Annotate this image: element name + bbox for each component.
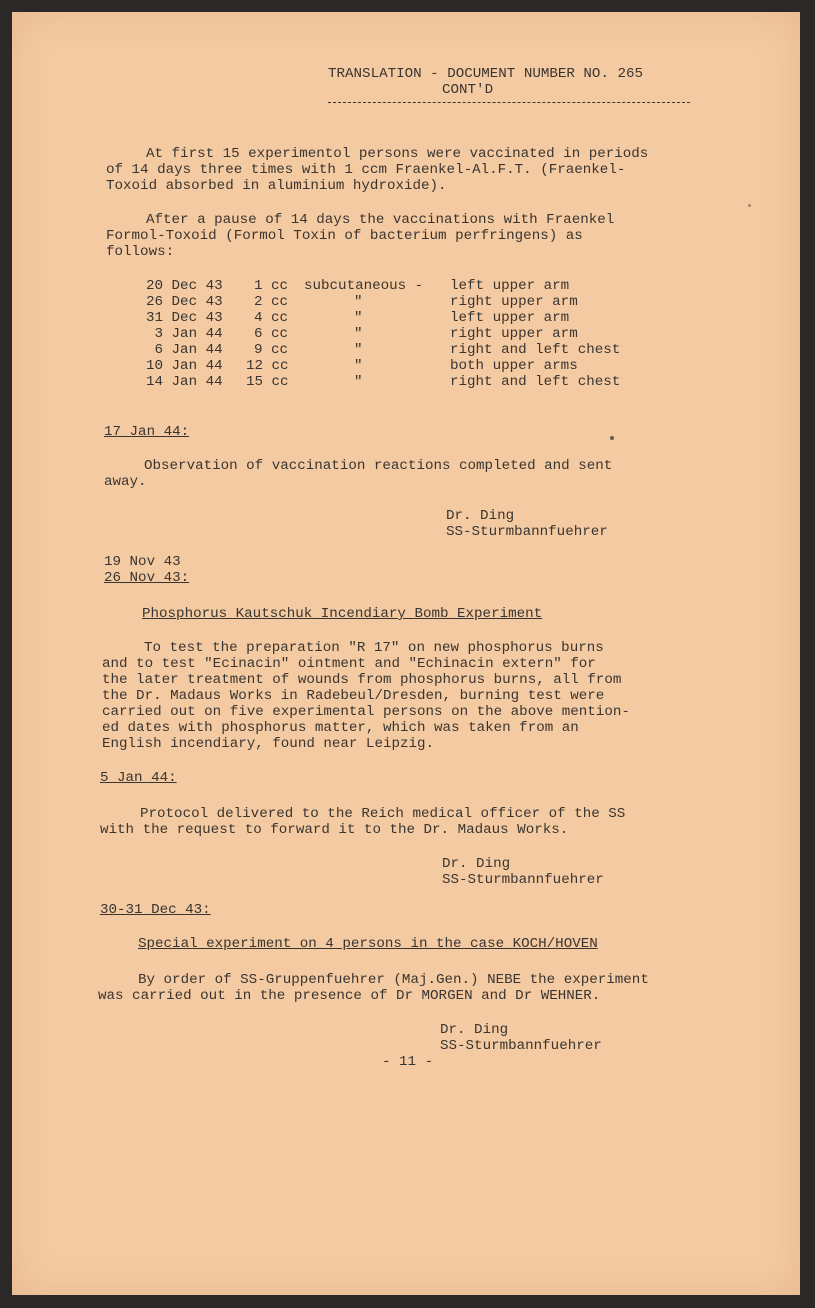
- schedule-site: both upper arms: [450, 358, 578, 374]
- entry-text-line: with the request to forward it to the Dr. Madaus Works.: [100, 822, 569, 838]
- entry-text-line: the Dr. Madaus Works in Radebeul/Dresden, burning test were: [102, 688, 605, 704]
- entry-text-line: away.: [104, 474, 147, 490]
- paper-mark: [610, 436, 614, 440]
- signature-rank: SS-Sturmbannfuehrer: [442, 872, 604, 888]
- entry-date: 30-31 Dec 43:: [100, 902, 211, 918]
- entry-text-line: By order of SS-Gruppenfuehrer (Maj.Gen.) NEBE the experiment: [138, 972, 649, 988]
- document-subtitle: CONT'D: [442, 82, 494, 98]
- entry-text-line: carried out on five experimental persons on the above mention-: [102, 704, 630, 720]
- intro-line: Formol-Toxoid (Formol Toxin of bacterium perfringens) as: [106, 228, 583, 244]
- entry-title: Special experiment on 4 persons in the case KOCH/HOVEN: [138, 936, 598, 952]
- signature-name: Dr. Ding: [446, 508, 515, 524]
- schedule-dose: 9 cc: [254, 342, 289, 358]
- schedule-date: 6 Jan 44: [146, 342, 223, 358]
- entry-date: 19 Nov 43: [104, 554, 181, 570]
- signature-rank: SS-Sturmbannfuehrer: [440, 1038, 602, 1054]
- schedule-date: 31 Dec 43: [146, 310, 223, 326]
- schedule-site: right and left chest: [450, 374, 621, 390]
- paper-mark: [748, 204, 751, 207]
- schedule-method: ": [354, 374, 363, 390]
- schedule-dose: 2 cc: [254, 294, 289, 310]
- schedule-method: ": [354, 310, 363, 326]
- schedule-date: 20 Dec 43: [146, 278, 223, 294]
- entry-text-line: was carried out in the presence of Dr MORGEN and Dr WEHNER.: [98, 988, 601, 1004]
- entry-text-line: the later treatment of wounds from phosphorus burns, all from: [102, 672, 622, 688]
- intro-line: At first 15 experimentol persons were vaccinated in periods: [146, 146, 649, 162]
- signature-rank: SS-Sturmbannfuehrer: [446, 524, 608, 540]
- intro-line: After a pause of 14 days the vaccinations with Fraenkel: [146, 212, 615, 228]
- schedule-site: right and left chest: [450, 342, 621, 358]
- entry-text-line: To test the preparation "R 17" on new phosphorus burns: [144, 640, 604, 656]
- schedule-method: ": [354, 326, 363, 342]
- schedule-dose: 12 cc: [246, 358, 289, 374]
- document-page: [12, 12, 800, 1295]
- entry-text-line: Observation of vaccination reactions completed and sent: [144, 458, 613, 474]
- schedule-method: ": [354, 294, 363, 310]
- schedule-dose: 15 cc: [246, 374, 289, 390]
- schedule-method: ": [354, 342, 363, 358]
- schedule-site: right upper arm: [450, 294, 578, 310]
- entry-text-line: English incendiary, found near Leipzig.: [102, 736, 435, 752]
- entry-date: 26 Nov 43:: [104, 570, 190, 586]
- document-title: TRANSLATION - DOCUMENT NUMBER NO. 265: [328, 66, 644, 82]
- schedule-date: 3 Jan 44: [146, 326, 223, 342]
- intro-line: Toxoid absorbed in aluminium hydroxide).: [106, 178, 447, 194]
- schedule-date: 14 Jan 44: [146, 374, 223, 390]
- signature-name: Dr. Ding: [442, 856, 511, 872]
- schedule-method: subcutaneous -: [304, 278, 424, 294]
- entry-date: 5 Jan 44:: [100, 770, 177, 786]
- schedule-site: left upper arm: [450, 278, 570, 294]
- signature-name: Dr. Ding: [440, 1022, 509, 1038]
- schedule-site: right upper arm: [450, 326, 578, 342]
- page-number: - 11 -: [382, 1054, 434, 1070]
- schedule-dose: 6 cc: [254, 326, 289, 342]
- entry-text-line: and to test "Ecinacin" ointment and "Echinacin extern" for: [102, 656, 596, 672]
- schedule-method: ": [354, 358, 363, 374]
- schedule-dose: 1 cc: [254, 278, 289, 294]
- entry-text-line: ed dates with phosphorus matter, which was taken from an: [102, 720, 579, 736]
- schedule-date: 10 Jan 44: [146, 358, 223, 374]
- intro-line: of 14 days three times with 1 ccm Fraenkel-Al.F.T. (Fraenkel-: [106, 162, 626, 178]
- schedule-dose: 4 cc: [254, 310, 289, 326]
- schedule-site: left upper arm: [450, 310, 570, 326]
- entry-title: Phosphorus Kautschuk Incendiary Bomb Experiment: [142, 606, 543, 622]
- schedule-date: 26 Dec 43: [146, 294, 223, 310]
- header-divider: [328, 102, 690, 103]
- entry-date: 17 Jan 44:: [104, 424, 190, 440]
- entry-text-line: Protocol delivered to the Reich medical officer of the SS: [140, 806, 626, 822]
- intro-line: follows:: [106, 244, 175, 260]
